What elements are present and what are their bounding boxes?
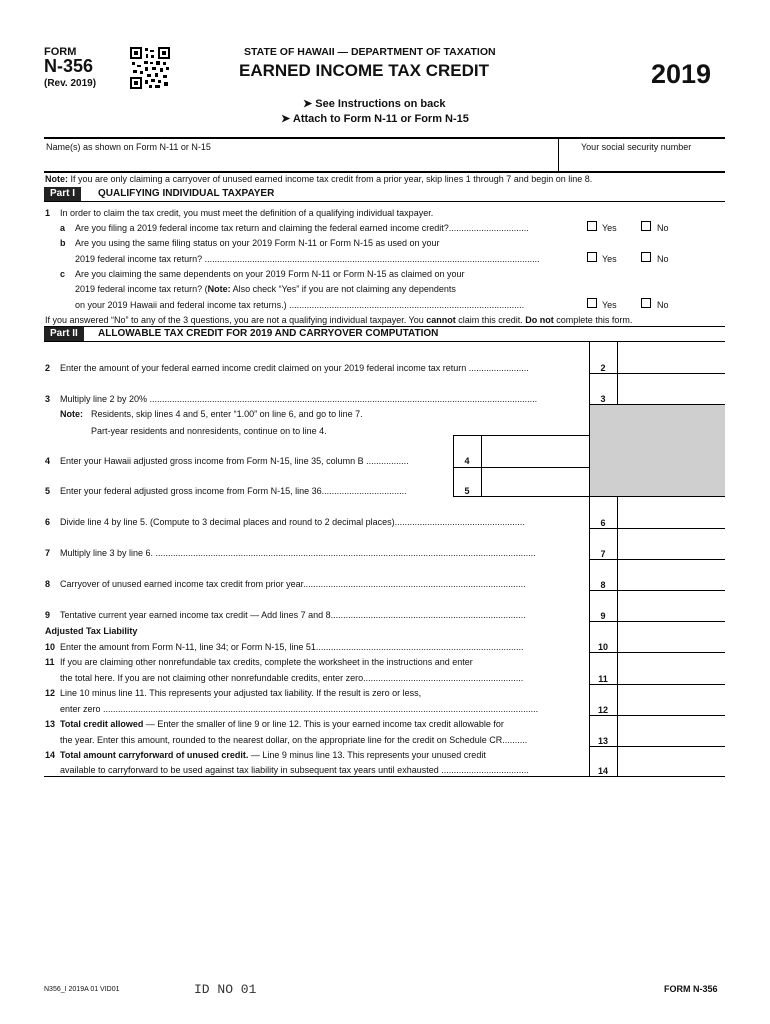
line-11-amount-field[interactable] — [619, 654, 723, 683]
line-10-text: Enter the amount from Form N-11, line 34; or Form N-15, line 51................................................................................... — [60, 642, 524, 652]
box-7-number: 7 — [600, 549, 606, 559]
line-7-text: Multiply line 3 by line 6. ........................................................................................................................................................ — [60, 548, 536, 558]
line-1c-yes-checkbox[interactable] — [587, 298, 597, 308]
part-1-rule — [44, 201, 725, 202]
line-11-text-cont: the total here. If you are not claiming other nonrefundable credits, enter zero................................................................ — [60, 673, 524, 683]
line-4-number: 4 — [45, 456, 51, 466]
line-2-number: 2 — [45, 363, 51, 373]
line-1b-yes-label: Yes — [602, 254, 617, 264]
line-4-text: Enter your Hawaii adjusted gross income from Form N-15, line 35, column B ................. — [60, 456, 409, 466]
row-rule-7 — [589, 559, 725, 560]
line-1c-text: Are you claiming the same dependents on your 2019 Form N-11 or Form N-15 as claimed on your — [75, 269, 465, 279]
line-7-number: 7 — [45, 548, 51, 558]
row-rule-8 — [589, 590, 725, 591]
ssn-field[interactable] — [562, 153, 722, 170]
box-5-number: 5 — [464, 486, 470, 496]
line-3-note-label: Note: — [60, 409, 83, 419]
line-1c-text-cont: 2019 federal income tax return? (Note: Also check “Yes” if you are not claiming any dependents — [75, 284, 456, 294]
top-rule — [44, 137, 725, 139]
name-field[interactable] — [46, 153, 554, 170]
row-rule-4 — [453, 467, 589, 468]
line-1-text: In order to claim the tax credit, you must meet the definition of a qualifying individual taxpayer. — [60, 208, 434, 218]
line-3-note-2: Part-year residents and nonresidents, continue on to line 4. — [91, 426, 327, 436]
part-2-rule — [44, 341, 725, 342]
line-10-amount-field[interactable] — [619, 623, 723, 651]
part-1-label: Part I — [44, 187, 81, 201]
row-rule-6 — [589, 528, 725, 529]
instruction-line-1: ➤ See Instructions on back — [303, 98, 446, 110]
box-8-number: 8 — [600, 580, 606, 590]
line-3-number: 3 — [45, 394, 51, 404]
line-12-text: Line 10 minus line 11. This represents your adjusted tax liability. If the result is zero or less, — [60, 688, 422, 698]
row-rule-2 — [589, 373, 725, 374]
line-9-text: Tentative current year earned income tax credit — Add lines 7 and 8.............................................................................. — [60, 610, 526, 620]
line-12-text-cont: enter zero .............................................................................................................................................................................. — [60, 704, 539, 714]
row-rule-14 — [44, 776, 725, 777]
line-1a-no-checkbox[interactable] — [641, 221, 651, 231]
name-label: Name(s) as shown on Form N-11 or N-15 — [46, 142, 211, 152]
box-3-number: 3 — [600, 394, 606, 404]
form-revision: (Rev. 2019) — [44, 78, 97, 89]
row-rule-5 — [453, 496, 725, 497]
part-2-label: Part II — [44, 327, 84, 341]
line-14-number: 14 — [45, 750, 56, 760]
line-11-number: 11 — [45, 657, 55, 667]
line-1a-yes-checkbox[interactable] — [587, 221, 597, 231]
line-5-amount-field[interactable] — [483, 469, 587, 495]
line-12-amount-field[interactable] — [619, 686, 723, 714]
line-1b-text-cont: 2019 federal income tax return? ...................................................................................................................................... — [75, 254, 540, 264]
part-1-title: QUALIFYING INDIVIDUAL TAXPAYER — [98, 188, 275, 199]
box-13-number: 13 — [597, 736, 608, 746]
line-8-amount-field[interactable] — [619, 561, 723, 589]
form-label: FORM — [44, 46, 77, 58]
footer-form-code: N356_I 2019A 01 VID01 — [44, 986, 120, 993]
row-rule-3b — [453, 435, 589, 436]
tax-year: 2019 — [651, 59, 712, 89]
line-2-text: Enter the amount of your federal earned income credit claimed on your 2019 federal income tax return ........................ — [60, 363, 529, 373]
line-12-number: 12 — [45, 688, 56, 698]
line-6-number: 6 — [45, 517, 51, 527]
line-1a-no-label: No — [657, 223, 669, 233]
line-5-number: 5 — [45, 486, 51, 496]
arrow-right-icon: ➤ — [281, 113, 291, 125]
form-title: EARNED INCOME TAX CREDIT — [239, 61, 489, 80]
line-1c-text-cont-2: on your 2019 Hawaii and federal income tax returns.) .............................................................................................. — [75, 300, 525, 310]
line-13-text-cont: the year. Enter this amount, rounded to the nearest dollar, on the appropriate line for the credit on Schedule CR.......... — [60, 735, 528, 745]
row-rule-11 — [589, 684, 725, 685]
name-ssn-divider — [558, 138, 559, 171]
skip-note: Note: If you are only claiming a carryover of unused earned income tax credit from a prior year, skip lines 1 through 7 and begin on line 8. — [45, 174, 593, 184]
line-8-text: Carryover of unused earned income tax credit from prior year......................................................................................... — [60, 579, 526, 589]
line-13-text: Total credit allowed — Enter the smaller of line 9 or line 12. This is your earned income tax credit allowable for — [60, 719, 504, 729]
name-row-rule — [44, 171, 725, 173]
line-14-text-cont: available to carryforward to be used against tax liability in subsequent tax years until exhausted ................................... — [60, 765, 529, 775]
box-9-number: 9 — [600, 611, 606, 621]
line-1b-yes-checkbox[interactable] — [587, 252, 597, 262]
line-3-text: Multiply line 2 by 20% ........................................................................................................................................................... — [60, 394, 538, 404]
row-rule-9 — [589, 621, 725, 622]
ssn-label: Your social security number — [581, 142, 692, 152]
line-1b-no-label: No — [657, 254, 669, 264]
box-10-number: 10 — [597, 642, 608, 652]
line-1a-text: Are you filing a 2019 federal income tax return and claiming the federal earned income credit?................................ — [75, 223, 529, 233]
line-7-amount-field[interactable] — [619, 530, 723, 558]
instruction-line-2: ➤ Attach to Form N-11 or Form N-15 — [281, 113, 469, 125]
row-rule-3 — [589, 404, 725, 405]
box-2-number: 2 — [600, 363, 606, 373]
line-11-text: If you are claiming other nonrefundable tax credits, complete the worksheet in the instructions and enter — [60, 657, 473, 667]
line-6-text: Divide line 4 by line 5. (Compute to 3 decimal places and round to 2 decimal places).................................................... — [60, 517, 525, 527]
line-1c-no-checkbox[interactable] — [641, 298, 651, 308]
box-4-number: 4 — [464, 456, 470, 466]
qr-code-icon — [130, 47, 170, 89]
line-1b-letter: b — [60, 238, 66, 248]
line-5-text: Enter your federal adjusted gross income from Form N-15, line 36.................................. — [60, 486, 407, 496]
footer-id: ID NO 01 — [194, 982, 257, 997]
shaded-area — [590, 404, 725, 496]
line-1b-no-checkbox[interactable] — [641, 252, 651, 262]
line-9-amount-field[interactable] — [619, 592, 723, 620]
line-1c-letter: c — [60, 269, 66, 279]
box-12-number: 12 — [597, 705, 608, 715]
part-2-header — [44, 327, 725, 341]
line-10-number: 10 — [45, 642, 56, 652]
form-number: N-356 — [44, 56, 94, 76]
line-6-amount-field[interactable] — [619, 498, 723, 527]
adjusted-tax-liability-heading: Adjusted Tax Liability — [45, 626, 138, 636]
line-8-number: 8 — [45, 579, 51, 589]
box-6-number: 6 — [600, 518, 606, 528]
part-1-header — [44, 187, 725, 201]
line-1b-text: Are you using the same filing status on your 2019 Form N-11 or Form N-15 as used on your — [75, 238, 440, 248]
inner-column-amount — [481, 435, 482, 496]
line-1c-yes-label: Yes — [602, 300, 617, 310]
row-rule-13 — [589, 746, 725, 747]
row-rule-10 — [589, 652, 725, 653]
qualification-statement: If you answered “No” to any of the 3 questions, you are not a qualifying individual taxpayer. You cannot claim this credit. Do not complete this form. — [45, 315, 633, 325]
line-14-amount-field[interactable] — [619, 748, 723, 775]
arrow-right-icon: ➤ — [303, 98, 313, 110]
line-13-number: 13 — [45, 719, 56, 729]
line-3-note-1: Residents, skip lines 4 and 5, enter “1.00” on line 6, and go to line 7. — [91, 409, 363, 419]
row-rule-12 — [589, 715, 725, 716]
line-3-amount-field[interactable] — [619, 375, 723, 403]
line-1a-yes-label: Yes — [602, 223, 617, 233]
line-2-amount-field[interactable] — [619, 343, 723, 372]
box-14-number: 14 — [597, 766, 608, 776]
part-2-title: ALLOWABLE TAX CREDIT FOR 2019 AND CARRYOVER COMPUTATION — [98, 328, 439, 339]
agency-name: STATE OF HAWAII — DEPARTMENT OF TAXATION — [244, 46, 496, 58]
line-1-number: 1 — [45, 208, 51, 218]
line-1a-letter: a — [60, 223, 66, 233]
line-9-number: 9 — [45, 610, 51, 620]
line-1c-no-label: No — [657, 300, 669, 310]
line-4-amount-field[interactable] — [483, 437, 587, 466]
box-11-number: 11 — [598, 674, 608, 684]
footer-form-name: FORM N-356 — [664, 984, 718, 994]
line-14-text: Total amount carryforward of unused credit. — Line 9 minus line 13. This represents your unused credit — [60, 750, 486, 760]
line-13-amount-field[interactable] — [619, 717, 723, 745]
